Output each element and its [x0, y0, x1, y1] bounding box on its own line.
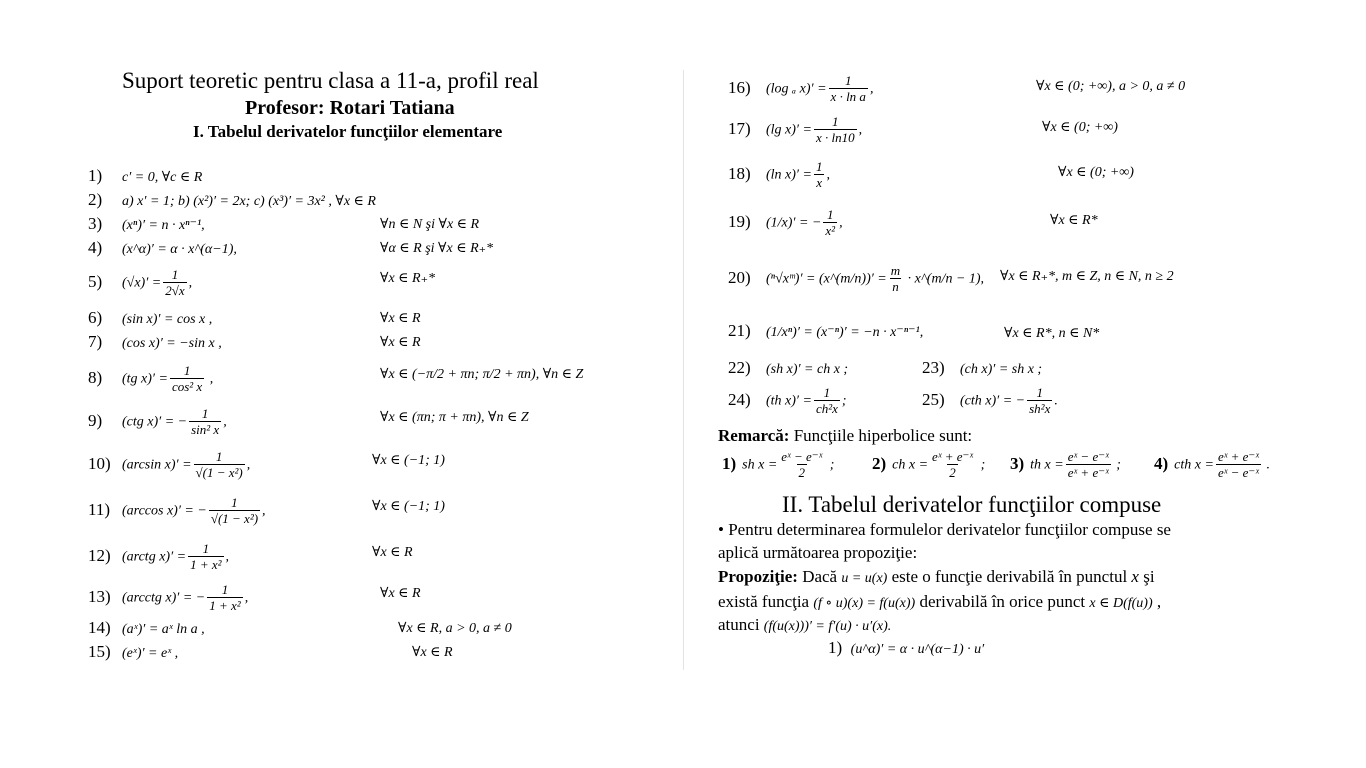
formula-number: 14) [88, 618, 111, 637]
formula-condition: ∀x ∈ R [380, 335, 421, 350]
formula-text: (cth x)′ = − [960, 393, 1026, 409]
formula-condition: ∀x ∈ R₊* [380, 271, 435, 286]
fraction [189, 407, 221, 437]
formula-row [88, 542, 229, 572]
prop-text-2a: există funcţia [718, 592, 814, 611]
formula-text: (sh x)′ = ch x ; [766, 362, 849, 377]
proposition-line3 [718, 615, 891, 635]
formula-text: ch x = [892, 457, 929, 473]
fraction-numerator: 1 [183, 363, 191, 378]
formula-row [88, 190, 376, 210]
formula-row [88, 308, 212, 328]
fraction-denominator: 2√x [165, 283, 185, 298]
formula-tail: , [826, 167, 830, 183]
fraction [194, 450, 245, 480]
formula-text: (√x)′ = [122, 275, 162, 291]
formula-tail: ; [1112, 457, 1121, 473]
fraction-denominator: √(1 − x²) [195, 465, 243, 480]
formula-row [728, 115, 862, 145]
section2-bullet-cont: aplică următoarea propoziţie: [718, 543, 918, 562]
prop-text-2b: derivabilă în orice punct [915, 592, 1090, 611]
compound-item-1 [828, 638, 984, 658]
formula-text: cth x = [1174, 457, 1214, 473]
formula-tail: ; [826, 457, 835, 473]
formula-text: (aˣ)′ = aˣ ln a , [122, 622, 205, 637]
fraction-denominator: 2 [949, 465, 956, 480]
fraction-numerator: 1 [823, 385, 831, 400]
formula-condition: ∀x ∈ (0; +∞), a > 0, a ≠ 0 [1036, 79, 1186, 94]
fraction [207, 583, 242, 613]
proposition-line1 [718, 567, 1155, 587]
fraction [1066, 450, 1111, 480]
formula-condition: ∀x ∈ R [380, 586, 421, 601]
formula-condition: ∀x ∈ R [412, 645, 453, 660]
definition-number: 3) [1010, 453, 1025, 473]
prop-var-x: x [1131, 567, 1139, 586]
page-title: Suport teoretic pentru clasa a 11-a, profil real [122, 68, 539, 93]
prop-formula-u: u = u(x) [841, 571, 888, 586]
prop-formula-chain: (f(u(x)))′ = f′(u) · u′(x). [763, 619, 892, 634]
formula-condition: ∀x ∈ R* [1050, 213, 1098, 228]
fraction-numerator: 1 [202, 541, 210, 556]
formula-condition: ∀x ∈ (−1; 1) [372, 499, 445, 514]
formula-row [922, 358, 1042, 378]
fraction-numerator: 1 [832, 114, 839, 129]
formula-number: 10) [88, 453, 111, 473]
remark-text: Funcţiile hiperbolice sunt: [789, 426, 973, 445]
definition-number: 4) [1154, 453, 1169, 473]
fraction-numerator: 1 [1036, 385, 1043, 400]
fraction-denominator: x [816, 175, 823, 190]
formula-condition: ∀x ∈ (πn; π + πn), ∀n ∈ Z [380, 410, 529, 425]
fraction-denominator: 1 + x² [209, 598, 241, 613]
formula-row [728, 358, 848, 378]
formula-row [88, 450, 250, 480]
remark-label: Remarcă: [718, 426, 790, 445]
formula-text: (arcctg x)′ = − [122, 590, 206, 606]
fraction-numerator: 1 [221, 582, 229, 597]
fraction [1216, 450, 1261, 480]
formula-number: 15) [88, 642, 111, 661]
formula-condition: ∀n ∈ N şi ∀x ∈ R [380, 217, 480, 232]
definition-number: 2) [872, 453, 887, 473]
fraction [889, 264, 902, 294]
formula-row [88, 364, 213, 394]
fraction-denominator: ch²x [815, 401, 838, 416]
fraction-numerator: eˣ + e⁻ˣ [1217, 449, 1259, 464]
formula-condition: ∀x ∈ R*, n ∈ N* [1004, 326, 1100, 341]
formula-number: 11) [88, 499, 111, 519]
formula-row [88, 214, 205, 234]
formula-text: a) x′ = 1; b) (x²)′ = 2x; c) (x³)′ = 3x² , ∀x ∈ R [122, 194, 376, 209]
fraction [814, 160, 825, 190]
formula-condition: ∀x ∈ R, a > 0, a ≠ 0 [398, 621, 512, 636]
formula-text: (x^α)′ = α · x^(α−1), [122, 242, 237, 257]
formula-row [88, 407, 227, 437]
formula-number: 6) [88, 308, 103, 327]
fraction-denominator: x · ln a [830, 89, 866, 104]
prop-text-1a: Dacă [797, 567, 842, 586]
formula-tail: ; [977, 457, 986, 473]
formula-row [728, 264, 984, 294]
fraction-numerator: eˣ + e⁻ˣ [932, 449, 974, 464]
formula-condition: ∀α ∈ R şi ∀x ∈ R₊* [380, 241, 494, 256]
fraction [163, 268, 186, 298]
fraction-denominator: eˣ + e⁻ˣ [1067, 465, 1109, 480]
formula-number: 16) [728, 77, 751, 97]
fraction [814, 115, 857, 145]
formula-number: 25) [922, 389, 945, 409]
formula-number: 9) [88, 410, 103, 430]
fraction [823, 208, 837, 238]
formula-text: (lg x)′ = [766, 122, 812, 138]
formula-row [88, 618, 205, 638]
section2-title: II. Tabelul derivatelor funcţiilor compuse [782, 492, 1162, 517]
formula-condition: ∀x ∈ R₊*, m ∈ Z, n ∈ N, n ≥ 2 [1000, 269, 1174, 284]
formula-row [728, 321, 923, 341]
formula-text: (arctg x)′ = [122, 549, 187, 565]
formula-text: (sin x)′ = cos x , [122, 312, 213, 327]
fraction-denominator: cos² x [171, 379, 203, 394]
formula-row [728, 160, 830, 190]
formula-tail: , [223, 414, 227, 430]
prop-formula-domain: x ∈ D(f(u)) [1089, 596, 1153, 611]
prop-text-2c: , [1152, 592, 1162, 611]
section1-title: I. Tabelul derivatelor funcţiilor elementare [193, 122, 503, 141]
formula-text: (1/x)′ = − [766, 215, 822, 231]
formula-tail: · x^(m/n − 1), [904, 271, 985, 287]
formula-number: 2) [88, 190, 103, 209]
formula-tail: . [1054, 393, 1058, 409]
formula-tail: , [246, 457, 251, 473]
formula-tail: , [225, 549, 230, 565]
fraction-numerator: 1 [215, 449, 223, 464]
formula-row [88, 268, 192, 298]
formula-number: 1) [88, 166, 103, 185]
fraction-denominator: 1 + x² [190, 557, 222, 572]
formula-number: 7) [88, 332, 103, 351]
formula-condition: ∀x ∈ (0; +∞) [1058, 165, 1134, 180]
formula-text: (cos x)′ = −sin x , [122, 336, 222, 351]
formula-tail: , [244, 590, 249, 606]
formula-text: (ch x)′ = sh x ; [960, 362, 1043, 377]
proposition-label: Propoziţie: [718, 567, 798, 586]
teacher-name: Profesor: Rotari Tatiana [245, 97, 455, 119]
fraction-numerator: 1 [201, 406, 209, 421]
formula-text: (ⁿ√xᵐ)′ = (x^(m/n))′ = [766, 271, 887, 287]
fraction-denominator: eˣ − e⁻ˣ [1217, 465, 1259, 480]
formula-condition: ∀x ∈ (−1; 1) [372, 453, 445, 468]
fraction-numerator: 1 [815, 159, 823, 174]
column-divider [683, 70, 684, 670]
formula-number: 13) [88, 586, 111, 606]
fraction-denominator: sin² x [191, 422, 220, 437]
formula-tail: . [1262, 457, 1270, 473]
formula-condition: ∀x ∈ R [372, 545, 413, 560]
hyperbolic-definition [722, 450, 834, 480]
formula-row [88, 166, 202, 186]
remark-line [718, 426, 972, 446]
formula-text: (log ₐ x)′ = [766, 81, 827, 97]
formula-number: 12) [88, 545, 111, 565]
formula-number: 8) [88, 367, 103, 387]
formula-number: 3) [88, 214, 103, 233]
formula-number: 21) [728, 321, 751, 340]
fraction-numerator: 1 [826, 207, 834, 222]
fraction-numerator: 1 [231, 495, 238, 510]
fraction-numerator: eˣ − e⁻ˣ [1067, 449, 1109, 464]
formula-text: (ctg x)′ = − [122, 414, 188, 430]
formula-tail: , [206, 371, 214, 387]
hyperbolic-definition [1154, 450, 1270, 480]
formula-text: sh x = [742, 457, 778, 473]
formula-text: (xⁿ)′ = n · xⁿ⁻¹, [122, 218, 205, 233]
compound-item-number: 1) [828, 638, 843, 657]
fraction [188, 542, 223, 572]
formula-row [88, 496, 266, 526]
proposition-line2 [718, 592, 1161, 612]
fraction-denominator: x · ln10 [815, 130, 855, 145]
formula-number: 5) [88, 271, 103, 291]
formula-text: c′ = 0, ∀c ∈ R [122, 170, 203, 185]
formula-number: 18) [728, 163, 751, 183]
formula-text: (tg x)′ = [122, 371, 168, 387]
formula-number: 17) [728, 118, 751, 138]
fraction-numerator: eˣ − e⁻ˣ [781, 449, 823, 464]
hyperbolic-definition [1010, 450, 1121, 480]
formula-row [88, 332, 222, 352]
formula-text: (eˣ)′ = eˣ , [122, 646, 179, 661]
fraction [170, 364, 204, 394]
formula-row [88, 238, 237, 258]
fraction-numerator: 1 [844, 73, 852, 88]
fraction-numerator: 1 [171, 267, 179, 282]
formula-row [88, 583, 248, 613]
formula-text: (arcsin x)′ = [122, 457, 192, 473]
fraction [930, 450, 975, 480]
formula-number: 24) [728, 389, 751, 409]
formula-number: 4) [88, 238, 103, 257]
compound-item-formula: (u^α)′ = α · u^(α−1) · u′ [850, 642, 985, 657]
formula-condition: ∀x ∈ R [380, 311, 421, 326]
hyperbolic-definition [872, 450, 985, 480]
formula-text: th x = [1030, 457, 1064, 473]
formula-tail: , [188, 275, 193, 291]
fraction-denominator: x² [825, 223, 836, 238]
formula-tail: ; [841, 393, 847, 409]
fraction [1027, 386, 1052, 416]
formula-row [728, 208, 843, 238]
formula-row [88, 642, 178, 662]
fraction-numerator: m [890, 263, 901, 278]
fraction-denominator: sh²x [1029, 401, 1051, 416]
fraction [209, 496, 260, 526]
formula-number: 19) [728, 211, 751, 231]
formula-number: 22) [728, 358, 751, 377]
formula-number: 20) [728, 267, 751, 287]
formula-condition: ∀x ∈ (0; +∞) [1042, 120, 1118, 135]
definition-number: 1) [722, 453, 737, 473]
formula-condition: ∀x ∈ (−π/2 + πn; π/2 + πn), ∀n ∈ Z [380, 367, 584, 382]
formula-tail: , [262, 503, 266, 519]
fraction-denominator: √(1 − x²) [210, 511, 259, 526]
prop-text-1c: şi [1138, 567, 1155, 586]
formula-text: (1/xⁿ)′ = (x⁻ⁿ)′ = −n · x⁻ⁿ⁻¹, [766, 325, 924, 340]
formula-row [728, 386, 847, 416]
formula-number: 23) [922, 358, 945, 377]
fraction-denominator: 2 [798, 465, 806, 480]
prop-text-1b: este o funcţie derivabilă în punctul [887, 567, 1132, 586]
formula-tail: , [839, 215, 843, 231]
formula-text: (ln x)′ = [766, 167, 812, 183]
formula-tail: , [869, 81, 874, 97]
formula-text: (th x)′ = [766, 393, 812, 409]
formula-row [922, 386, 1058, 416]
fraction [779, 450, 824, 480]
formula-row [728, 74, 873, 104]
prop-text-3a: atunci [718, 615, 764, 634]
prop-formula-composition: (f ∘ u)(x) = f(u(x)) [813, 596, 916, 611]
fraction [814, 386, 840, 416]
section2-bullet: • Pentru determinarea formulelor derivatelor funcţiilor compuse se [718, 520, 1171, 539]
fraction-denominator: n [892, 279, 899, 294]
formula-tail: , [858, 122, 863, 138]
fraction [829, 74, 868, 104]
formula-text: (arccos x)′ = − [122, 503, 207, 519]
